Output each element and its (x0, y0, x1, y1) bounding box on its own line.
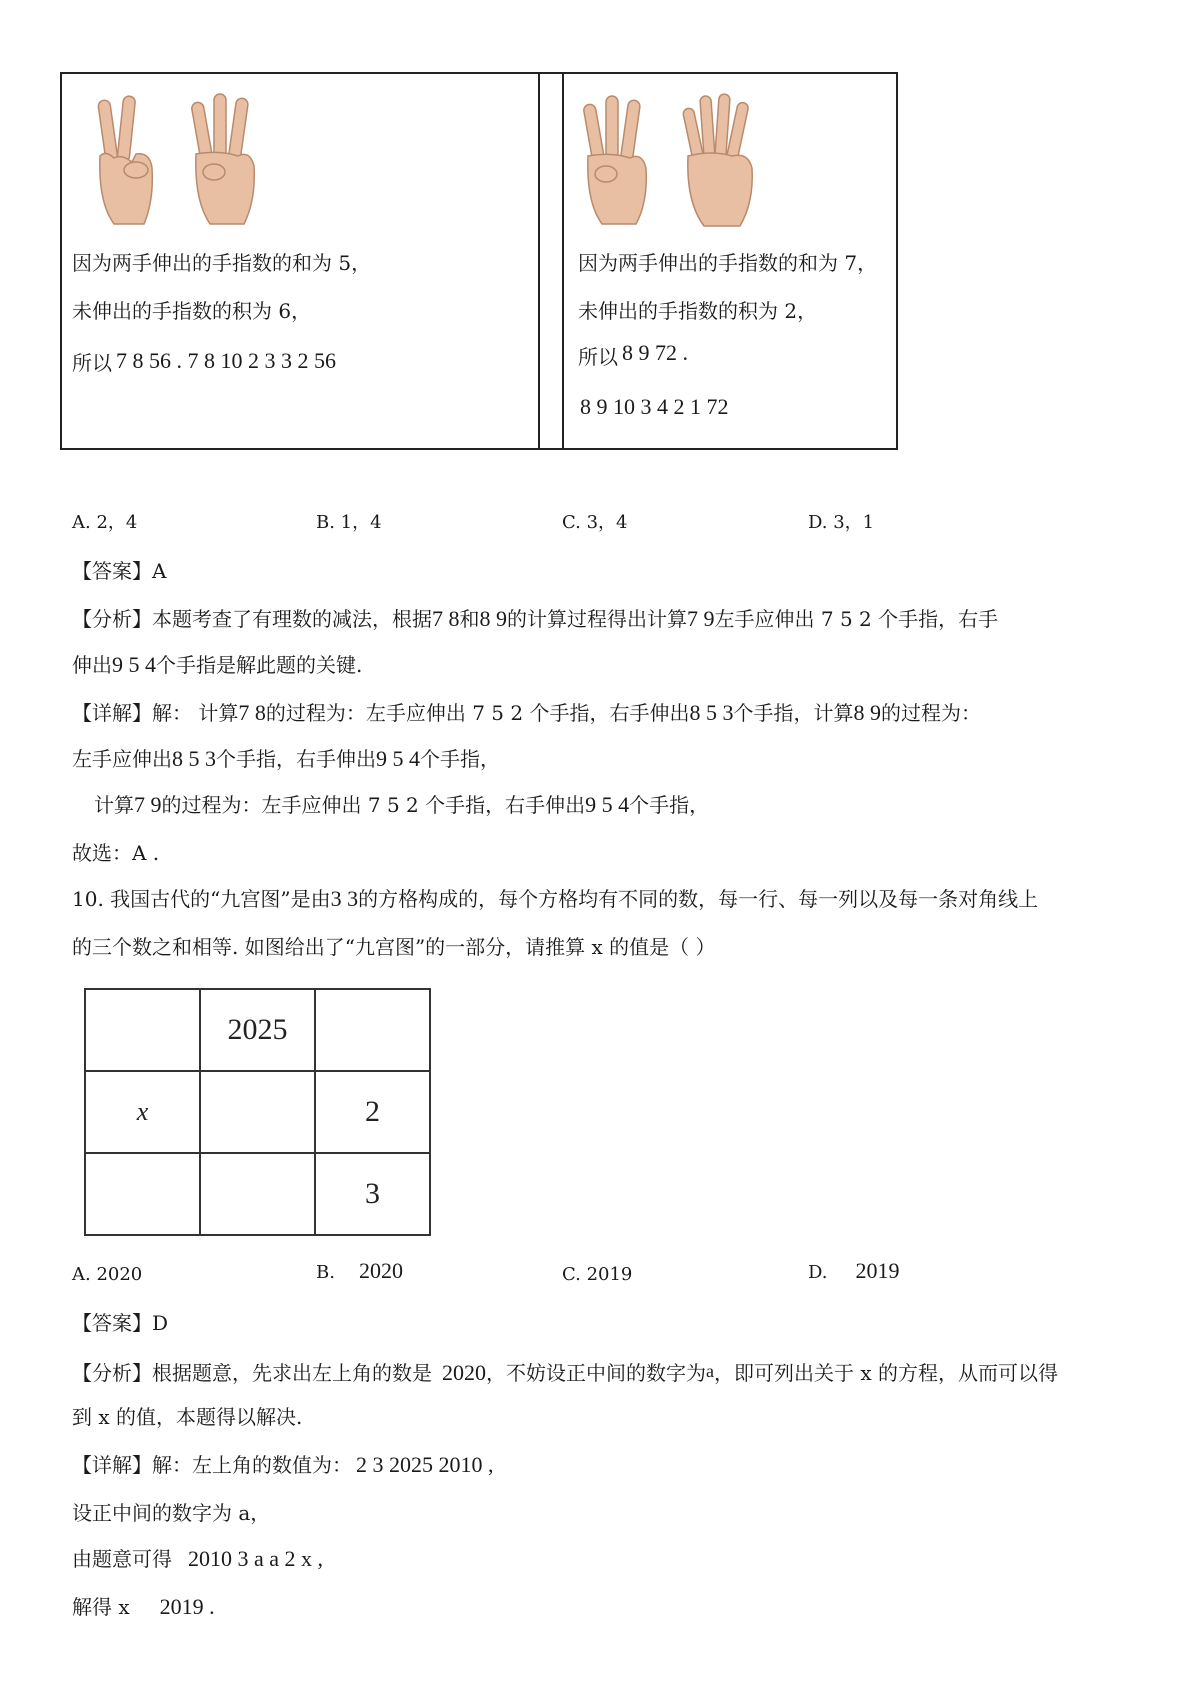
example-left-line2: 未伸出的手指数的积为 6， (72, 299, 312, 323)
analysis-math: 8 9 (479, 606, 507, 631)
option-label: B. (316, 1262, 335, 1283)
grid-cell (200, 1153, 315, 1235)
grid-cell: 3 (315, 1153, 430, 1235)
grid-cell (200, 1071, 315, 1153)
three-fingers-hand-icon (190, 92, 262, 228)
detail-text: 计算 (94, 793, 134, 817)
q10-stem-line2: 的三个数之和相等. 如图给出了“九宫图”的一部分，请推算 x 的值是（ ） (72, 935, 716, 959)
example-left-line3-label: 所以 (72, 351, 112, 375)
q9-detail-line1 (72, 700, 981, 726)
q10-option-a (72, 1262, 142, 1288)
answer-value: D (152, 1311, 169, 1335)
q9-answer (72, 558, 166, 584)
q9-choose: 故选：A . (72, 841, 160, 865)
detail-text: 左手应伸出 (72, 747, 172, 771)
three-fingers-hand-icon (582, 94, 654, 228)
example-right-line3-math: 8 9 72 . (622, 340, 688, 365)
detail-text: 个手指， (420, 747, 500, 771)
q9-detail-line3 (94, 792, 709, 818)
q9-option-a: A. 2，4 (72, 512, 138, 533)
detail-text: 解：左上角的数值为： (152, 1453, 352, 1477)
detail-text: 的过程为：左手应伸出 7 5 2 个手指，右手伸出 (161, 793, 586, 817)
q10-detail-line1 (72, 1452, 494, 1478)
option-math: 2020 (358, 1258, 403, 1283)
detail-math: 8 5 3 (172, 746, 216, 771)
analysis-text: ，不妨设正中间的数字为 (486, 1361, 706, 1385)
detail-text: 个手指，计算 (733, 701, 854, 725)
q10-detail-line4 (72, 1594, 215, 1620)
detail-math: 2010 3 a a 2 x , (188, 1546, 324, 1571)
grid-cell (85, 1153, 200, 1235)
analysis-text: 左手应伸出 7 5 2 个手指，右手 (714, 607, 999, 631)
analysis-text: 和 (459, 607, 480, 631)
box-divider (562, 72, 564, 450)
detail-tag: 【详解】 (72, 1453, 152, 1477)
detail-math: 2019 . (159, 1594, 215, 1619)
analysis-text: 个手指是解此题的关键. (156, 653, 363, 677)
analysis-text: 伸出 (72, 653, 112, 677)
grid-row (85, 989, 430, 1071)
detail-text: 的过程为： (880, 701, 981, 725)
analysis-text: 根据题意，先求出左上角的数是 (152, 1361, 432, 1385)
q9-analysis-line1 (72, 606, 998, 632)
option-label: C. 2019 (562, 1264, 633, 1285)
grid-cell (315, 989, 430, 1071)
four-fingers-hand-icon (682, 92, 760, 228)
answer-tag: 【答案】 (72, 1311, 152, 1335)
q10-option-c (562, 1262, 632, 1288)
detail-math: 2 3 2025 2010 , (356, 1452, 494, 1477)
option-label: A. 2020 (72, 1264, 143, 1285)
box-divider (538, 72, 540, 450)
analysis-tag: 【分析】 (72, 607, 152, 631)
q9-detail-line2 (72, 746, 500, 772)
detail-math: 7 9 (134, 792, 162, 817)
detail-text: 个手指， (629, 793, 710, 817)
detail-text: 的过程为：左手应伸出 7 5 2 个手指，右手伸出 (265, 701, 690, 725)
q10-analysis-line1 (72, 1358, 1058, 1386)
q10-option-d (808, 1258, 900, 1286)
analysis-math: 9 5 4 (112, 652, 156, 677)
detail-tag: 【详解】 (72, 701, 152, 725)
answer-tag: 【答案】 (72, 559, 152, 583)
q10-stem-line1 (72, 886, 1038, 912)
example-right-line2: 未伸出的手指数的积为 2， (578, 299, 818, 323)
answer-value: A (152, 559, 167, 583)
q9-analysis-line2 (72, 652, 362, 678)
detail-math: 8 5 3 (689, 700, 734, 725)
q10-detail-line2: 设正中间的数字为 a， (72, 1501, 271, 1525)
stem-text: 的方格构成的，每个方格均有不同的数，每一行、每一列以及每一条对角线上 (358, 887, 1039, 911)
three-fingers-hand-icon (92, 92, 162, 228)
q9-option-b: B. 1，4 (316, 512, 382, 533)
analysis-math: 7 8 (432, 606, 460, 631)
grid-row (85, 1071, 430, 1153)
option-math: 2019 (855, 1258, 900, 1283)
grid-row (85, 1153, 430, 1235)
detail-math: 9 5 4 (585, 792, 630, 817)
q9-option-c: C. 3，4 (562, 512, 628, 533)
option-label: D. (808, 1262, 828, 1283)
stem-text: 10. 我国古代的“九宫图”是由 (72, 887, 331, 911)
stem-math: 3 3 (330, 886, 359, 911)
grid-cell-variable: x (85, 1071, 200, 1153)
detail-math: 8 9 (853, 700, 881, 725)
analysis-text: 的计算过程得出计算 (507, 607, 687, 631)
detail-text: 由题意可得 (72, 1547, 172, 1571)
analysis-tag: 【分析】 (72, 1361, 152, 1385)
q9-option-d: D. 3，1 (808, 512, 875, 533)
example-right-line4-math: 8 9 10 3 4 2 1 72 (580, 394, 729, 419)
analysis-text: 本题考查了有理数的减法，根据 (152, 607, 432, 631)
grid-cell: 2 (315, 1071, 430, 1153)
analysis-text: ，即可列出关于 x 的方程，从而可以得 (714, 1361, 1058, 1385)
q10-option-b (316, 1258, 403, 1286)
detail-math: 9 5 4 (376, 746, 420, 771)
detail-math: 7 8 (238, 700, 266, 725)
q10-detail-line3 (72, 1546, 323, 1572)
analysis-math: a (706, 1361, 714, 1381)
example-right-line1: 因为两手伸出的手指数的和为 7， (578, 251, 878, 275)
detail-text: 解得 x (72, 1595, 130, 1619)
grid-cell: 2025 (200, 989, 315, 1071)
analysis-math: 2020 (442, 1360, 486, 1385)
example-left-line3-math: 7 8 56 . 7 8 10 2 3 3 2 56 (116, 348, 336, 373)
detail-text: 解： 计算 (152, 701, 239, 725)
q10-analysis-line2: 到 x 的值，本题得以解决. (72, 1405, 303, 1429)
example-right-line3-label: 所以 (578, 345, 618, 369)
detail-text: 个手指，右手伸出 (216, 747, 376, 771)
q10-answer (72, 1310, 168, 1336)
analysis-math: 7 9 (687, 606, 715, 631)
example-left-line1: 因为两手伸出的手指数的和为 5， (72, 251, 372, 275)
grid-cell (85, 989, 200, 1071)
magic-square-grid (84, 988, 431, 1236)
